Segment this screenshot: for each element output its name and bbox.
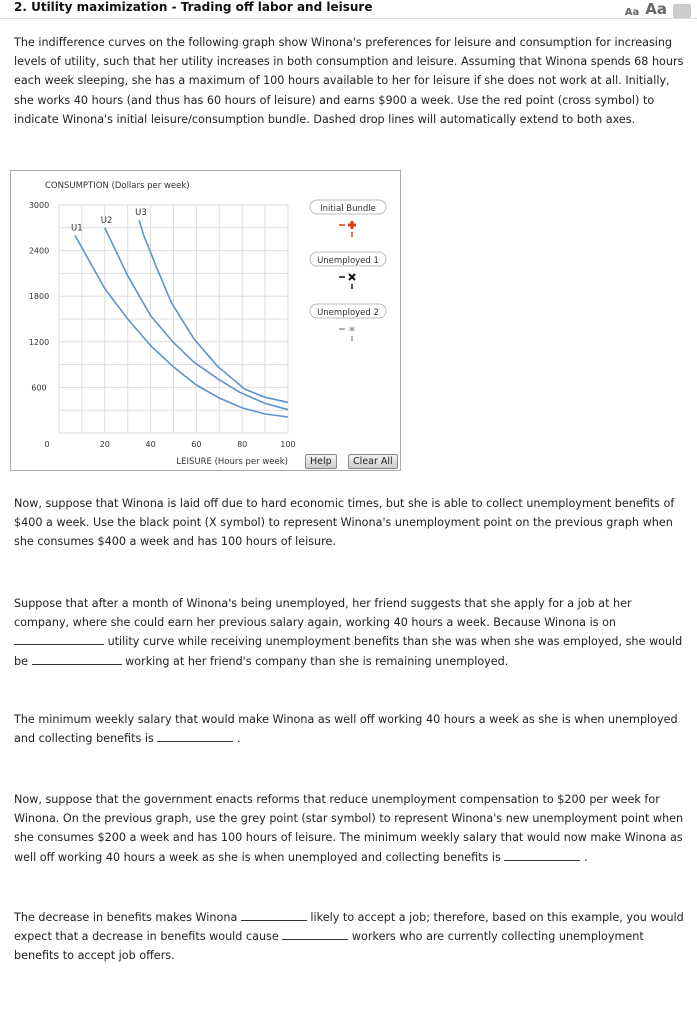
x-point-icon [349, 274, 355, 280]
font-increase-button[interactable]: Aa [645, 0, 667, 18]
text: The decrease in benefits makes Winona [14, 911, 238, 924]
text: . [236, 732, 241, 746]
question-decrease [14, 908, 690, 966]
x-tick-label: 0 [44, 440, 50, 449]
y-tick-label: 1800 [28, 292, 50, 302]
x-tick-label: 20 [99, 440, 110, 449]
print-icon[interactable] [673, 4, 691, 18]
y-tick-label: 3000 [28, 201, 50, 210]
text: Suppose that after a month of Winona's being unemployed, her friend suggests that she apply for a job at her company, where she could earn her previous salary again, working 40 hours a week. Because Winona is on [14, 597, 632, 630]
utility-curve-dropdown[interactable] [14, 632, 104, 645]
question-utility [14, 594, 690, 671]
x-tick-label: 60 [191, 440, 202, 449]
new-min-salary-dropdown[interactable] [504, 848, 580, 861]
toolbar [625, 0, 691, 18]
legend-label: Unemployed 2 [317, 308, 379, 318]
y-tick-label: 1200 [28, 337, 50, 347]
clear-all-button[interactable]: Clear All [348, 454, 398, 469]
text: Now, suppose that the government enacts reforms that reduce unemployment compensation to $200 per week for Winona. On the previous graph, use the grey point (star symbol) to represent Winona's new unemployment point when she consumes $200 a week and has 100 hours of leisure. The minimum weekly salary that would now make Winona as well off working 40 hours a week as she is when unemployed and collecting benefits is [14, 793, 684, 864]
text: . [583, 850, 588, 864]
legend-label: Initial Bundle [320, 204, 376, 214]
likelihood-dropdown[interactable] [241, 908, 307, 921]
x-tick-label: 80 [237, 440, 248, 449]
curve-label: U1 [71, 223, 83, 234]
cross-point-icon [348, 221, 356, 229]
question-min-salary [14, 710, 690, 748]
graph-panel [10, 170, 401, 471]
question-title: 2. Utility maximization - Trading off labor and leisure [14, 0, 373, 14]
help-button[interactable]: Help [305, 454, 337, 469]
indifference-curve-u1 [75, 235, 288, 417]
workers-dropdown[interactable] [282, 927, 348, 940]
text: likely to accept a job; therefore, based on this example, you would expect that a decrease in benefits would cause [14, 911, 684, 944]
legend-label: Unemployed 1 [317, 256, 379, 266]
better-off-dropdown[interactable] [32, 652, 122, 665]
curve-label: U3 [135, 208, 147, 219]
unemployment-text: Now, suppose that Winona is laid off due to hard economic times, but she is able to collect unemployment benefits of $400 a week. Use the black point (X symbol) to represent Winona's unemployment point on the previous graph when she consumes $400 a week and has 100 hours of leisure. [14, 497, 675, 549]
curve-label: U2 [100, 215, 113, 226]
y-tick-label: 600 [31, 383, 47, 393]
question-reform [14, 790, 690, 867]
text: workers who are currently collecting unemployment benefits to accept job offers. [14, 930, 644, 963]
indifference-graph[interactable] [11, 171, 400, 470]
x-axis-title: LEISURE (Hours per week) [176, 457, 288, 467]
text: working at her friend's company than she is remaining unemployed. [125, 654, 509, 668]
y-tick-label: 2400 [28, 246, 50, 256]
font-decrease-button[interactable]: Aa [624, 7, 640, 18]
x-tick-label: 100 [280, 440, 296, 449]
y-axis-title: CONSUMPTION (Dollars per week) [45, 181, 190, 191]
text: utility curve while receiving unemployment benefits than she was when she was employed, she would be [14, 635, 683, 668]
divider [0, 18, 697, 19]
intro-text: The indifference curves on the following graph show Winona's preferences for leisure and consumption for increasing levels of utility, such that her utility increases in both consumption and leisure. Assuming that Winona spends 68 hours each week sleeping, she has a maximum of 100 hours available to her for leisure if she does not work at all. Initially, she works 40 hours (and thus has 60 hours of leisure) and earns $900 a week. Use the red point (cross symbol) to indicate Winona's initial leisure/consumption bundle. Dashed drop lines will automatically extend to both axes. [14, 36, 684, 126]
min-salary-dropdown[interactable] [157, 729, 233, 742]
star-point-icon: ✶ [347, 323, 357, 336]
text: The minimum weekly salary that would make Winona as well off working 40 hours a week as she is when unemployed and collecting benefits is [14, 713, 678, 746]
x-tick-label: 40 [145, 440, 156, 449]
